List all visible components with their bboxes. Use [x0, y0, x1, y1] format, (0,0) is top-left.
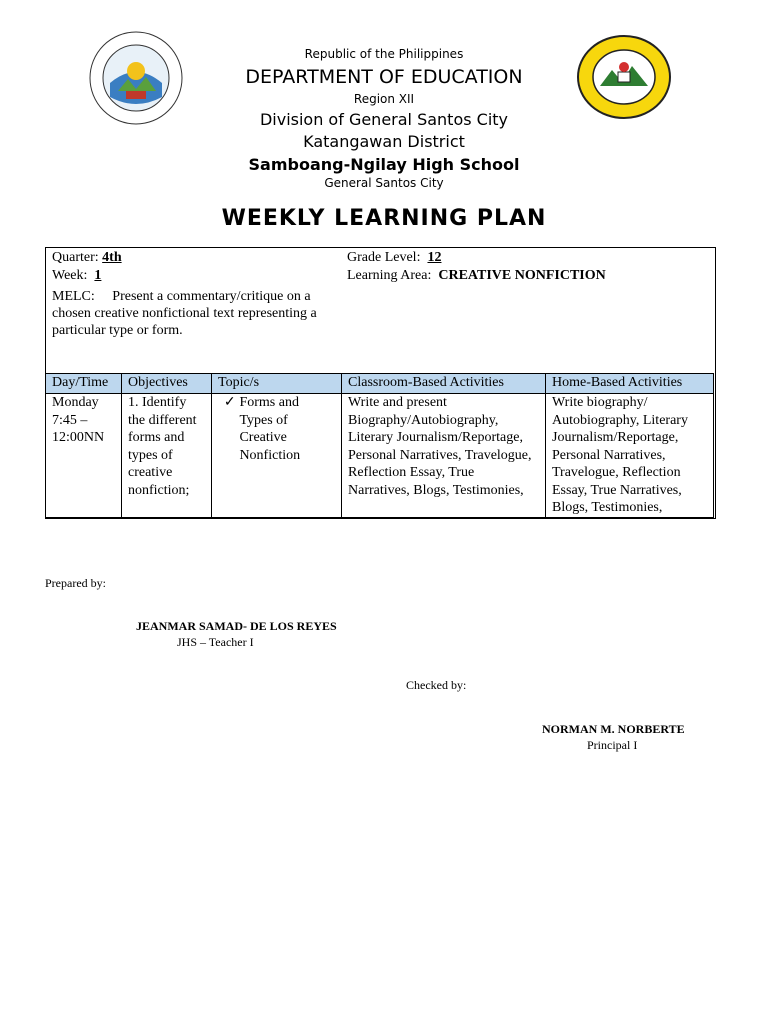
checked-label: Checked by: — [406, 678, 467, 692]
district-line: Katangawan District — [303, 132, 465, 151]
plan-box — [45, 247, 716, 519]
prepared-label: Prepared by: — [45, 576, 106, 590]
topic-cell: ✓ Forms and Types of Creative Nonfiction — [212, 394, 342, 518]
division-line: Division of General Santos City — [259, 110, 509, 129]
header-objectives: Objectives — [122, 374, 212, 394]
header-topics: Topic/s — [212, 374, 342, 394]
prepared-title: JHS – Teacher I — [177, 635, 254, 649]
page-title: WEEKLY LEARNING PLAN — [221, 206, 547, 231]
home-activities-cell: Write biography/ Autobiography, Literary Journalism/Reportage, Personal Narratives, Travelogue, Reflection Essay, True Narratives, Blogs, Testimonies, — [546, 394, 714, 518]
area-info: Learning Area: CREATIVE NONFICTION — [347, 268, 606, 283]
header-home: Home-Based Activities — [546, 374, 714, 394]
checked-name: NORMAN M. NORBERTE — [542, 722, 685, 736]
week-info: Week: 1 — [52, 268, 102, 283]
checked-title: Principal I — [587, 738, 638, 752]
check-icon: ✓ — [223, 395, 236, 410]
grade-value: 12 — [427, 250, 442, 265]
region-line: Region XII — [353, 92, 415, 106]
table-row — [46, 394, 714, 518]
objective-cell: 1. Identify the different forms and types of creative nonfiction; — [122, 394, 212, 518]
day-time-cell: Monday 7:45 – 12:00NN — [46, 394, 122, 518]
grade-info: Grade Level: 12 — [347, 250, 442, 265]
week-value: 1 — [94, 268, 102, 283]
weekly-plan-table — [45, 373, 714, 518]
quarter-info: Quarter: 4th — [52, 250, 122, 265]
school-name: Samboang-Ngilay High School — [248, 155, 520, 174]
header-day-time: Day/Time — [46, 374, 122, 394]
city-line: General Santos City — [324, 176, 444, 190]
header-classroom: Classroom-Based Activities — [342, 374, 546, 394]
melc-text: Present a commentary/critique on a chosen creative nonfictional text representing a particular type or form. — [52, 289, 317, 338]
classroom-activities-cell: Write and present Biography/Autobiography, Literary Journalism/Reportage, Personal Narratives, Travelogue, Reflection Essay, True Narratives, Blogs, Testimonies, — [342, 394, 546, 518]
department-line: DEPARTMENT OF EDUCATION — [245, 66, 523, 88]
area-value: CREATIVE NONFICTION — [438, 268, 606, 283]
quarter-value: 4th — [102, 250, 122, 265]
melc-info: MELC: Present a commentary/critique on a chosen creative nonfictional text representing a particular type or form. — [52, 289, 317, 338]
republic-line: Republic of the Philippines — [304, 47, 464, 61]
prepared-name: JEANMAR SAMAD- DE LOS REYES — [136, 619, 337, 633]
table-header-row — [46, 374, 714, 394]
